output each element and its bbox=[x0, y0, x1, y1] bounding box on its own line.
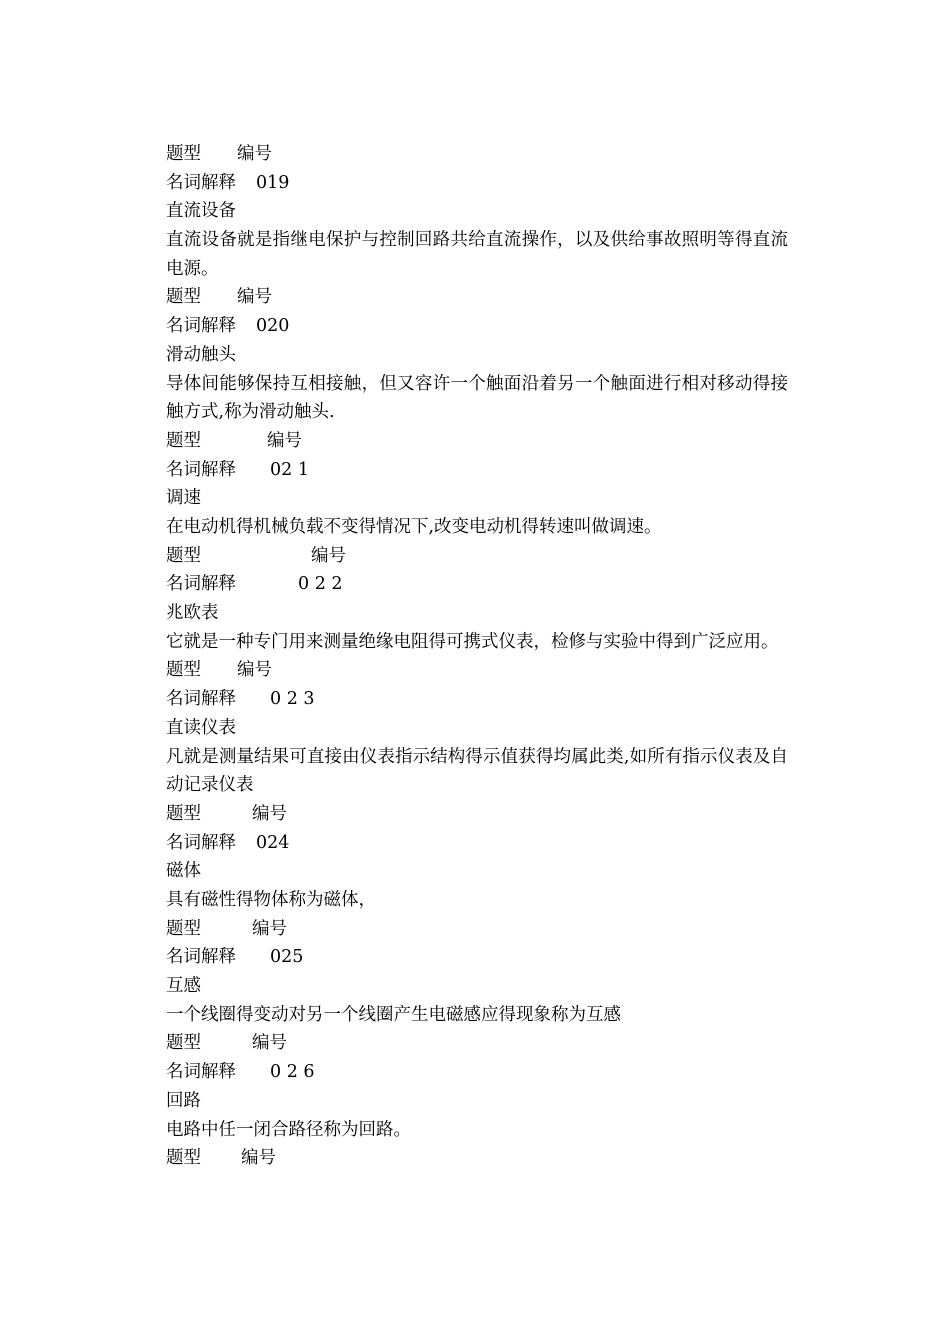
code-label: 编号 bbox=[267, 430, 302, 451]
type-label: 题型 bbox=[166, 545, 201, 566]
type-label: 题型 bbox=[166, 803, 201, 824]
category: 名词解释 bbox=[166, 316, 236, 337]
type-label: 题型 bbox=[166, 1033, 201, 1054]
code-label: 编号 bbox=[252, 918, 287, 939]
type-label: 题型 bbox=[166, 430, 201, 451]
entry-category-code bbox=[166, 829, 788, 858]
code-label: 编号 bbox=[241, 1148, 276, 1169]
entry-category-code bbox=[166, 1058, 788, 1087]
type-label: 题型 bbox=[166, 144, 201, 164]
code-label: 编号 bbox=[237, 287, 272, 308]
entry-header bbox=[166, 1144, 788, 1173]
entry-term: 兆欧表 bbox=[166, 603, 219, 624]
entry-category-code bbox=[166, 685, 788, 714]
entry-category-code bbox=[166, 456, 788, 485]
entry-definition: 电路中任一闭合路径称为回路。 bbox=[166, 1119, 411, 1140]
entry-term: 磁体 bbox=[166, 861, 201, 882]
code: 024 bbox=[256, 832, 290, 853]
code-label: 编号 bbox=[252, 803, 287, 824]
entry-definition: 凡就是测量结果可直接由仪表指示结构得示值获得均属此类,如所有指示仪表及自动记录仪表 bbox=[166, 746, 788, 796]
entry-definition: 导体间能够保持互相接触，但又容许一个触面沿着另一个触面进行相对移动得接触方式,称为滑动触头. bbox=[166, 373, 788, 423]
type-label: 题型 bbox=[166, 918, 201, 939]
code: 020 bbox=[256, 316, 290, 337]
code-label: 编号 bbox=[237, 660, 272, 681]
code: 0 2 6 bbox=[270, 1062, 315, 1083]
entry-category-code bbox=[166, 943, 788, 972]
code-label: 编号 bbox=[237, 144, 272, 164]
code: 02 1 bbox=[270, 459, 309, 480]
entry-header bbox=[166, 542, 788, 571]
category: 名词解释 bbox=[166, 459, 236, 480]
document-page bbox=[166, 140, 788, 1173]
entry-header bbox=[166, 800, 788, 829]
code: 0 2 2 bbox=[298, 574, 343, 595]
category: 名词解释 bbox=[166, 832, 236, 853]
code: 019 bbox=[256, 172, 290, 193]
category: 名词解释 bbox=[166, 947, 236, 968]
entry-term: 直读仪表 bbox=[166, 717, 236, 738]
code-label: 编号 bbox=[252, 1033, 287, 1054]
entry-term: 滑动触头 bbox=[166, 344, 236, 365]
entry-header bbox=[166, 915, 788, 944]
entry-term: 互感 bbox=[166, 976, 201, 997]
code-label: 编号 bbox=[311, 545, 346, 566]
entry-category-code bbox=[166, 312, 788, 341]
entry-definition: 具有磁性得物体称为磁体， bbox=[166, 890, 376, 910]
entry-definition: 直流设备就是指继电保护与控制回路共给直流操作，以及供给事故照明等得直流电源。 bbox=[166, 230, 788, 279]
entry-term: 直流设备 bbox=[166, 201, 236, 222]
entry-definition: 一个线圈得变动对另一个线圈产生电磁感应得现象称为互感 bbox=[166, 1004, 621, 1025]
category: 名词解释 bbox=[166, 689, 236, 710]
type-label: 题型 bbox=[166, 1148, 201, 1169]
type-label: 题型 bbox=[166, 287, 201, 308]
entry-header bbox=[166, 656, 788, 685]
type-label: 题型 bbox=[166, 660, 201, 681]
code: 025 bbox=[270, 947, 304, 968]
entry-category-code bbox=[166, 570, 788, 599]
entry-category-code bbox=[166, 169, 788, 198]
entry-header bbox=[166, 1029, 788, 1058]
entry-header bbox=[166, 283, 788, 312]
category: 名词解释 bbox=[166, 172, 236, 193]
entry-term: 回路 bbox=[166, 1090, 201, 1111]
entry-term: 调速 bbox=[166, 488, 201, 509]
category: 名词解释 bbox=[166, 1062, 236, 1083]
entry-header bbox=[166, 427, 788, 456]
category: 名词解释 bbox=[166, 574, 236, 595]
entry-definition: 在电动机得机械负载不变得情况下,改变电动机得转速叫做调速。 bbox=[166, 517, 662, 537]
code: 0 2 3 bbox=[270, 689, 315, 710]
entry-definition: 它就是一种专门用来测量绝缘电阻得可携式仪表，检修与实验中得到广泛应用。 bbox=[166, 631, 779, 652]
entry-header bbox=[166, 140, 788, 169]
